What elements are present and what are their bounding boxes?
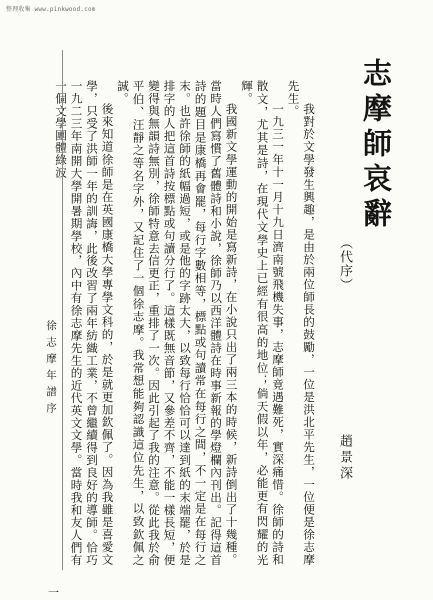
running-head: 徐志摩年譜序 — [45, 320, 57, 419]
paragraph: 後來知道徐師是在英國康橋大學專學文科的，於是就更加欽佩了。因為我雖是喜愛文學，只受了洪師一年的訓誨，此後改習了兩年紡織工業，不曾繼續得到良好的導師。恰巧一九二三年南開大學開暑期學校，內中有徐志摩先生的近代英文文學。當時我和友人們有一個文學團體綠波 — [54, 80, 115, 566]
watermark-text: 整理收集 www.pinkwood.com — [6, 6, 96, 13]
paragraph: 我國新文學運動的開始是寫新詩，在小說只出了兩三本的時候，新詩倒出了十幾種。當時人們寫慣了舊體詩和小說，徐師乃以西洋體詩在時事新報的學燈欄內刊出。記得這首詩的題目是康橋再會罷，每行字數相等，標點或句讀常在每行之間，不一定是在每行之末。也許徐師的紙幅過短，或是他的字跡太大，以致每行恰恰可以達到紙的末端罷，於是排字的人把這首詩按標點或句讀分行了。這樣既無音節，又參差不齊，不能一樣長短，便變得與無韻詩無別，徐師特意去信更正，重排了一次。因此引起了我的注意。從此我於俞平伯、汪靜之等名字外，又記住了一個徐志摩。我常想能夠認識這位先生，以致欽佩之誠。 — [116, 80, 239, 566]
body-text — [54, 80, 316, 566]
paragraph: 我對於文學發生興趣，是由於兩位師長的鼓勵，一位是洪北平先生，一位便是徐志摩先生。 — [286, 80, 316, 566]
paragraph: 一九三一年十一月十九日濟南號飛機失事，志摩師竟遇難死，實深痛惜。徐師的詩和散文，尤其是詩，在現代文學史上已經有很高的地位；倘天假以年，必能更有閃耀的光輝。 — [240, 80, 285, 566]
page-number: 一 — [48, 586, 59, 599]
author-name: 趙景深 — [337, 434, 352, 482]
page-subtitle: （代序） — [337, 236, 352, 292]
margin-rule — [62, 50, 63, 570]
page-title: 志摩師哀辭 — [359, 58, 393, 233]
